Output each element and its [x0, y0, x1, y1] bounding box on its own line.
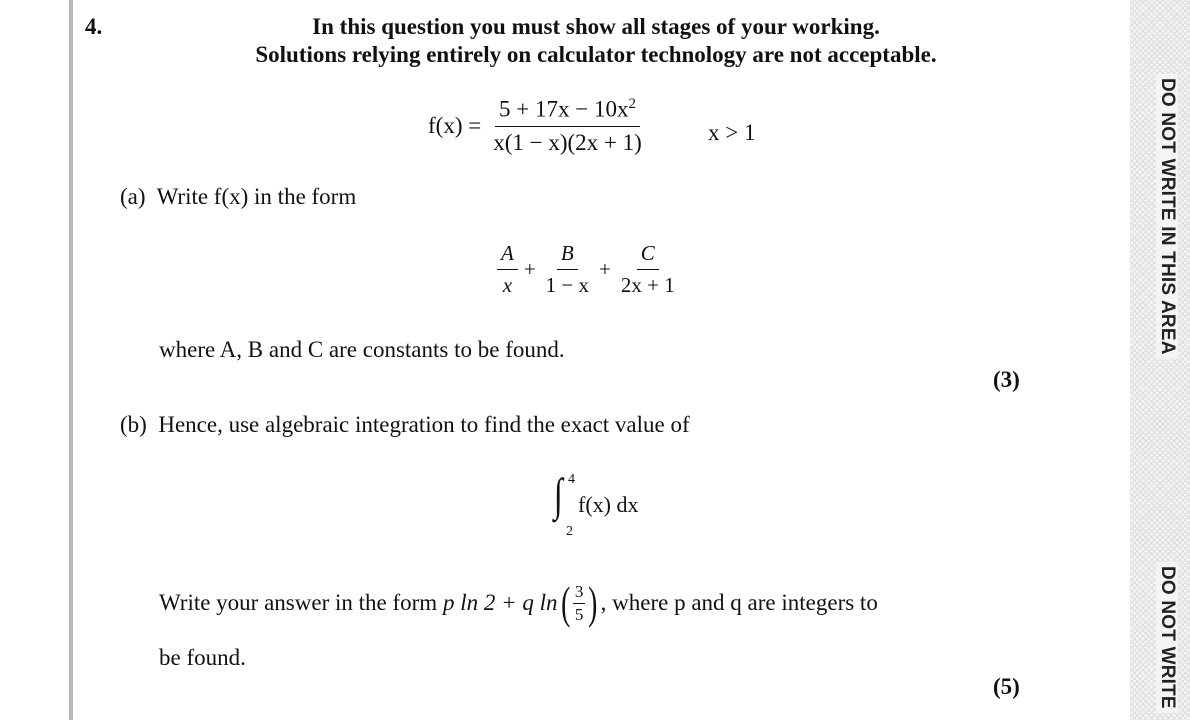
question-number: 4. — [85, 14, 103, 39]
definite-integral — [548, 469, 658, 542]
part-b-prompt — [120, 412, 690, 438]
integral-sign: ∫ — [553, 469, 563, 520]
part-b-marks: (5) — [993, 674, 1020, 699]
function-denominator: x(1 − x)(2x + 1) — [493, 129, 642, 155]
pf-a-den: x — [502, 273, 513, 297]
numerator-text: 5 + 17x − 10x — [499, 96, 629, 122]
answer-suffix: , where p and q are integers to — [600, 590, 878, 615]
part-a-prompt — [120, 184, 356, 210]
pf-c-num: C — [637, 241, 659, 270]
part-a-marks: (3) — [993, 367, 1020, 392]
numerator-power: 2 — [628, 96, 636, 112]
answer-form-line — [159, 577, 878, 628]
part-a-label: (a) — [120, 184, 146, 209]
part-a-where-text: where A, B and C are constants to be found. — [159, 337, 565, 362]
function-fraction — [489, 96, 646, 156]
answer-fraction — [573, 582, 586, 625]
page-left-border — [69, 0, 73, 720]
partial-fractions-form — [497, 241, 679, 298]
pf-a-num: A — [497, 241, 518, 270]
right-paren: ) — [588, 577, 598, 628]
function-label: f(x) = — [428, 112, 482, 138]
margin-warning-text-cut: DO NOT WRITE — [1156, 562, 1178, 713]
plus-sign: + — [523, 257, 536, 281]
part-b-text: Hence, use algebraic integration to find the exact value of — [158, 412, 690, 437]
answer-prefix: Write your answer in the form — [159, 590, 438, 615]
margin-warning-text: DO NOT WRITE IN THIS AREA — [1156, 74, 1178, 359]
integral-upper-limit: 4 — [568, 472, 575, 487]
answer-end-text: be found. — [159, 645, 246, 670]
part-a-text: Write f(x) in the form — [156, 184, 357, 209]
function-definition — [428, 96, 646, 156]
partial-fraction-c — [617, 241, 679, 298]
integrand: f(x) dx — [578, 492, 639, 517]
pf-b-num: B — [557, 241, 578, 270]
left-paren: ( — [560, 577, 570, 628]
plus-sign: + — [599, 257, 611, 281]
pf-b-den: 1 − x — [545, 273, 590, 297]
domain-condition: x > 1 — [708, 120, 756, 145]
answer-frac-num: 3 — [573, 582, 586, 604]
part-b-label: (b) — [120, 412, 147, 437]
answer-frac-den: 5 — [574, 604, 584, 624]
function-numerator — [495, 96, 640, 127]
instruction-line-2: Solutions relying entirely on calculator technology are not acceptable. — [255, 42, 937, 67]
instruction-line-1: In this question you must show all stages of your working. — [312, 14, 880, 39]
integral-lower-limit: 2 — [566, 524, 573, 539]
partial-fraction-b — [542, 241, 593, 298]
pf-c-den: 2x + 1 — [620, 273, 675, 297]
partial-fraction-a — [497, 241, 518, 298]
answer-expression: p ln 2 + q ln — [442, 590, 558, 615]
